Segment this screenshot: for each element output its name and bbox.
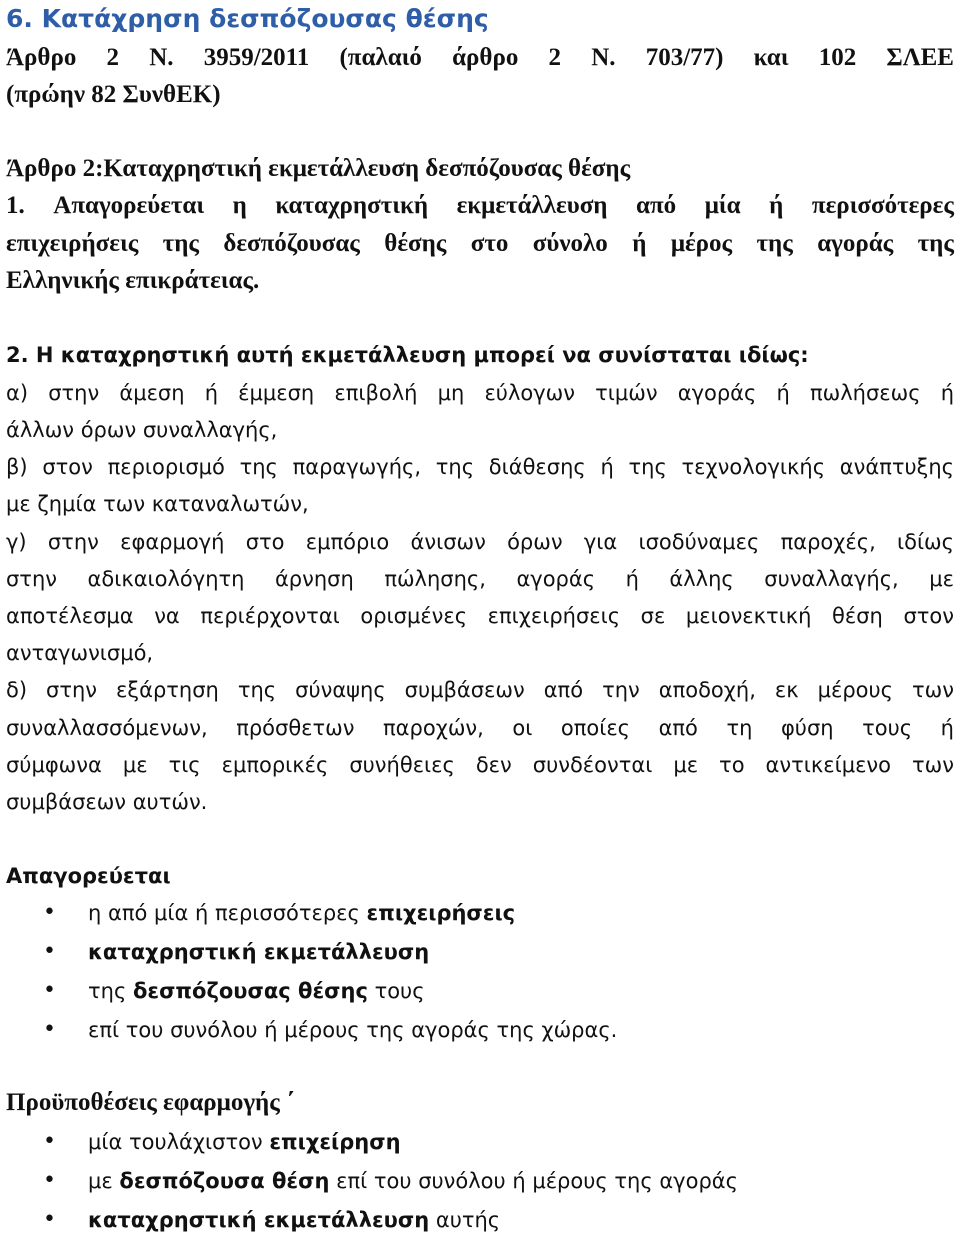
word: επιχειρήσεις: [6, 230, 139, 257]
word: ανάπτυξης: [839, 455, 954, 479]
word: από: [636, 192, 677, 219]
word: της: [237, 678, 277, 702]
conditions-heading: Προϋποθέσεις εφαρμογής ΄: [6, 1089, 295, 1116]
condition-item: με δεσπόζουσα θέση επί του συνόλου ή μέρους της αγοράς: [88, 1169, 738, 1193]
word: εμπορικές: [221, 753, 329, 777]
bullet-icon: •: [43, 1017, 56, 1042]
word: σύμφωνα: [6, 753, 102, 777]
bullet-icon: •: [43, 939, 56, 964]
item-c-line: ανταγωνισμό,: [6, 641, 154, 665]
word: στον: [903, 604, 954, 628]
word: διάθεσης: [488, 455, 586, 479]
word: μειονεκτική: [685, 604, 812, 628]
word: της: [628, 455, 667, 479]
word: επιβολή: [334, 381, 418, 405]
emphasis: επιχείρηση: [269, 1130, 401, 1154]
item-d-line: συμβάσεων αυτών.: [6, 790, 208, 814]
word: καταχρηστική: [275, 192, 429, 219]
emphasis: καταχρηστική εκμετάλλευση: [88, 1208, 430, 1232]
word: α): [6, 381, 29, 405]
item-d-line: [6, 750, 954, 780]
word: της: [435, 455, 475, 479]
word: τις: [168, 753, 201, 777]
word: στην: [6, 567, 57, 591]
word: παροχών,: [383, 716, 484, 740]
word: δεν: [475, 753, 512, 777]
word: γ): [6, 530, 27, 554]
word: αγοράς: [817, 230, 894, 257]
word: ή: [204, 381, 219, 405]
emphasis: δεσπόζουσα θέση: [119, 1169, 330, 1193]
word: με: [673, 753, 699, 777]
bullet-icon: •: [43, 900, 56, 925]
item-c-line: [6, 527, 954, 557]
word: Άρθρο: [6, 44, 77, 71]
word: στην: [48, 381, 100, 405]
paragraph-1-line: [6, 191, 954, 221]
word: οι: [512, 716, 533, 740]
word: συναλλασσόμενων,: [6, 716, 208, 740]
word: συνδέονται: [532, 753, 653, 777]
word: το: [719, 753, 745, 777]
article-title: Άρθρο 2:Καταχρηστική εκμετάλλευση δεσπόζουσας θέσης: [6, 155, 631, 182]
word: ορισμένες: [360, 604, 468, 628]
word: δεσπόζουσας: [223, 230, 360, 257]
word: μέρος: [670, 230, 733, 257]
word: περιέρχονται: [200, 604, 340, 628]
word: άμεση: [119, 381, 185, 405]
word: οποίες: [560, 716, 631, 740]
word: ή: [940, 381, 954, 405]
word: μία: [704, 192, 741, 219]
prohibited-item: της δεσπόζουσας θέσης τους: [88, 979, 425, 1003]
word: ή: [625, 567, 639, 591]
word: των: [912, 753, 954, 777]
word: εκμετάλλευση: [456, 192, 608, 219]
word: στον: [42, 455, 93, 479]
word: για: [583, 530, 618, 554]
word: παροχές,: [780, 530, 876, 554]
item-a-line: [6, 378, 954, 408]
word: 1.: [6, 192, 25, 219]
word: περισσότερες: [811, 192, 954, 219]
word: της: [917, 230, 954, 257]
word: αγοράς: [516, 567, 596, 591]
word: και: [753, 44, 789, 71]
word: φύση: [780, 716, 834, 740]
word: θέσης: [384, 230, 447, 257]
prohibited-item: η από μία ή περισσότερες επιχειρήσεις: [88, 901, 516, 925]
bullet-icon: •: [43, 1207, 56, 1232]
word: άρθρο: [452, 44, 519, 71]
condition-item: καταχρηστική εκμετάλλευση αυτής: [88, 1208, 501, 1232]
word: 703/77): [645, 44, 724, 71]
word: αποτέλεσμα: [6, 604, 134, 628]
word: 102: [818, 44, 857, 71]
word: 3959/2011: [203, 44, 310, 71]
word: (παλαιό: [339, 44, 422, 71]
word: από: [658, 716, 698, 740]
word: εφαρμογή: [120, 530, 225, 554]
word: σε: [640, 604, 666, 628]
word: άλλης: [669, 567, 734, 591]
section-reference-line: [6, 43, 954, 73]
word: 2: [548, 44, 562, 71]
word: ή: [632, 230, 647, 257]
word: ή: [600, 455, 614, 479]
emphasis: καταχρηστική εκμετάλλευση: [88, 940, 430, 964]
word: εμπόριο: [305, 530, 390, 554]
word: πώλησης,: [384, 567, 486, 591]
section-reference-line-2: (πρώην 82 ΣυνθΕΚ): [6, 81, 221, 108]
word: μέρους: [817, 678, 894, 702]
word: την: [602, 678, 640, 702]
word: συναλλαγής,: [764, 567, 899, 591]
item-d-line: [6, 675, 954, 705]
item-c-line: [6, 601, 954, 631]
emphasis: επιχειρήσεις: [366, 901, 516, 925]
word: πωλήσεως: [809, 381, 921, 405]
word: εύλογων: [484, 381, 575, 405]
word: σύναψης: [295, 678, 386, 702]
paragraph-1-line: [6, 229, 954, 259]
word: αγοράς: [677, 381, 757, 405]
word: θέση: [832, 604, 883, 628]
word: των: [912, 678, 954, 702]
word: αποδοχή,: [658, 678, 756, 702]
word: πρόσθετων: [236, 716, 355, 740]
item-d-line: [6, 713, 954, 743]
word: ή: [776, 381, 790, 405]
prohibited-item: επί του συνόλου ή μέρους της αγοράς της χώρας.: [88, 1018, 618, 1042]
word: β): [6, 455, 28, 479]
word: τους: [862, 716, 913, 740]
prohibited-item: [88, 937, 429, 967]
word: άνισων: [410, 530, 486, 554]
word: να: [154, 604, 180, 628]
word: της: [756, 230, 793, 257]
word: παραγωγής,: [292, 455, 422, 479]
word: Ν.: [149, 44, 174, 71]
word: τιμών: [595, 381, 658, 405]
item-c-line: [6, 564, 954, 594]
word: στο: [245, 530, 285, 554]
item-b-line: [6, 452, 954, 482]
paragraph-2-heading: 2. Η καταχρηστική αυτή εκμετάλλευση μπορεί να συνίσταται ιδίως:: [6, 343, 809, 367]
prohibited-heading: Απαγορεύεται: [6, 864, 171, 888]
word: όρων: [507, 530, 563, 554]
word: αντικείμενο: [765, 753, 891, 777]
bullet-icon: •: [43, 1129, 56, 1154]
item-a-line: άλλων όρων συναλλαγής,: [6, 418, 278, 442]
word: στην: [46, 678, 98, 702]
word: τεχνολογικής: [681, 455, 826, 479]
word: με: [122, 753, 148, 777]
word: στο: [470, 230, 509, 257]
bullet-icon: •: [43, 978, 56, 1003]
condition-item: μία τουλάχιστον επιχείρηση: [88, 1130, 401, 1154]
word: συμβάσεων: [404, 678, 525, 702]
word: της: [162, 230, 199, 257]
bullet-icon: •: [43, 1168, 56, 1193]
word: ή: [769, 192, 784, 219]
word: ή: [940, 716, 954, 740]
word: εξάρτηση: [116, 678, 219, 702]
word: εκ: [774, 678, 799, 702]
word: δ): [6, 678, 28, 702]
word: με: [929, 567, 954, 591]
word: σύνολο: [532, 230, 608, 257]
emphasis: δεσπόζουσας θέσης: [132, 979, 368, 1003]
word: Απαγορεύεται: [53, 192, 205, 219]
paragraph-1-line: Ελληνικής επικράτειας.: [6, 267, 260, 294]
word: έμμεση: [238, 381, 315, 405]
section-title: 6. Κατάχρηση δεσπόζουσας θέσης: [6, 4, 489, 33]
item-b-line: με ζημία των καταναλωτών,: [6, 492, 309, 516]
word: επιχειρήσεις: [487, 604, 621, 628]
word: τη: [726, 716, 753, 740]
word: ΣΛΕΕ: [886, 44, 954, 71]
word: περιορισμό: [107, 455, 225, 479]
word: μη: [437, 381, 465, 405]
word: άρνηση: [274, 567, 354, 591]
word: ισοδύναμες: [638, 530, 760, 554]
word: αδικαιολόγητη: [87, 567, 245, 591]
word: η: [232, 192, 247, 219]
word: συνήθειες: [349, 753, 455, 777]
word: ιδίως: [897, 530, 954, 554]
word: Ν.: [591, 44, 616, 71]
word: από: [543, 678, 584, 702]
word: 2: [106, 44, 120, 71]
word: στην: [47, 530, 99, 554]
word: της: [239, 455, 278, 479]
